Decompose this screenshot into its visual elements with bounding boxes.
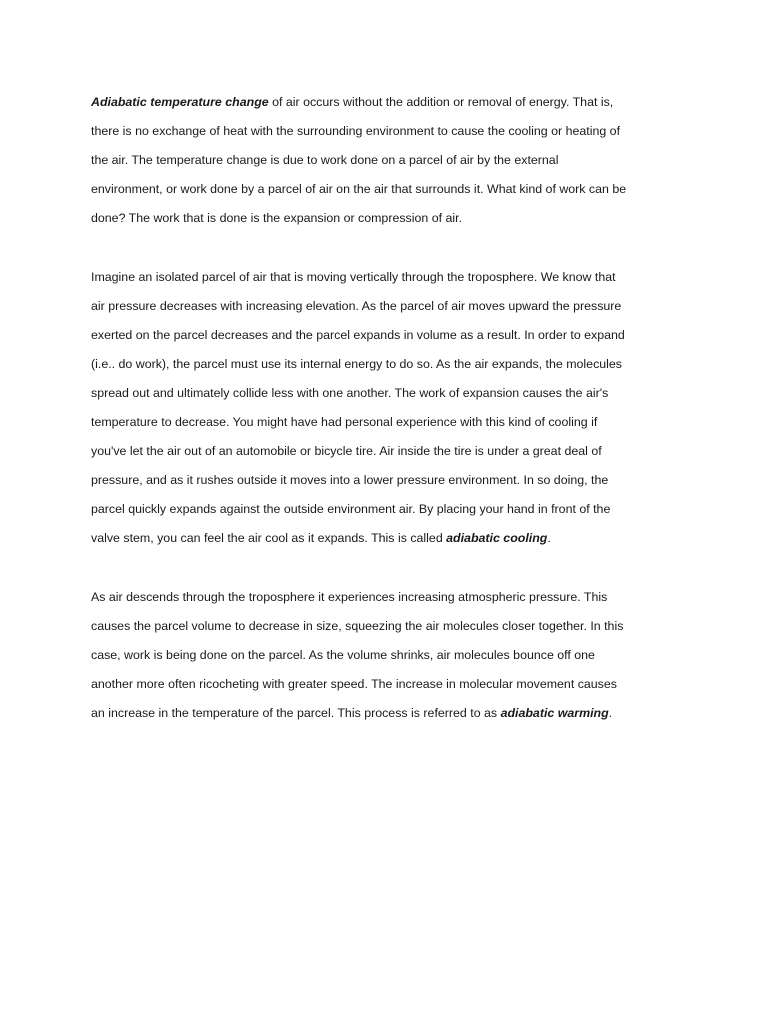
paragraph-text: Imagine an isolated parcel of air that is moving vertically through the troposphere. We know that air pressure decreases with increasing elevation. As the parcel of air moves upward the pressure exerted on the parcel decreases and the parcel expands in volume as a result. In order to expand (i.e.. do work), the parcel must use its internal energy to do so. As the air expands, the molecules spread out and ultimately collide less with one another. The work of expansion causes the air's temperature to decrease. You might have had personal experience with this kind of cooling if you've let the air out of an automobile or bicycle tire. Air inside the tire is under a great deal of pressure, and as it rushes outside it moves into a lower pressure environment. In so doing, the parcel quickly expands against the outside environment air. By placing your hand in front of the valve stem, you can feel the air cool as it expands. This is called [91, 269, 625, 546]
paragraph-end: . [608, 705, 613, 720]
paragraph-adiabatic-warming [91, 583, 631, 728]
term-adiabatic-cooling: adiabatic cooling [446, 531, 548, 546]
term-adiabatic-warming: adiabatic warming [500, 705, 609, 720]
paragraph-end: . [547, 531, 551, 546]
document-body [91, 88, 631, 728]
paragraph-text: of air occurs without the addition or removal of energy. That is, there is no exchange of heat with the surrounding environment to cause the cooling or heating of the air. The temperature change is due to work done on a parcel of air by the external environment, or work done by a parcel of air on the air that surrounds it. What kind of work can be done? The work that is done is the expansion or compression of air. [91, 95, 627, 226]
paragraph-adiabatic-cooling [91, 263, 631, 554]
paragraph-text: As air descends through the troposphere it experiences increasing atmospheric pressure. This causes the parcel volume to decrease in size, squeezing the air molecules closer together. In this case, work is being done on the parcel. As the volume shrinks, air molecules bounce off one another more often ricocheting with greater speed. The increase in molecular movement causes an increase in the temperature of the parcel. This process is referred to as [91, 589, 624, 720]
paragraph-adiabatic-definition [91, 88, 631, 233]
term-adiabatic-temperature-change: Adiabatic temperature change [91, 95, 269, 109]
